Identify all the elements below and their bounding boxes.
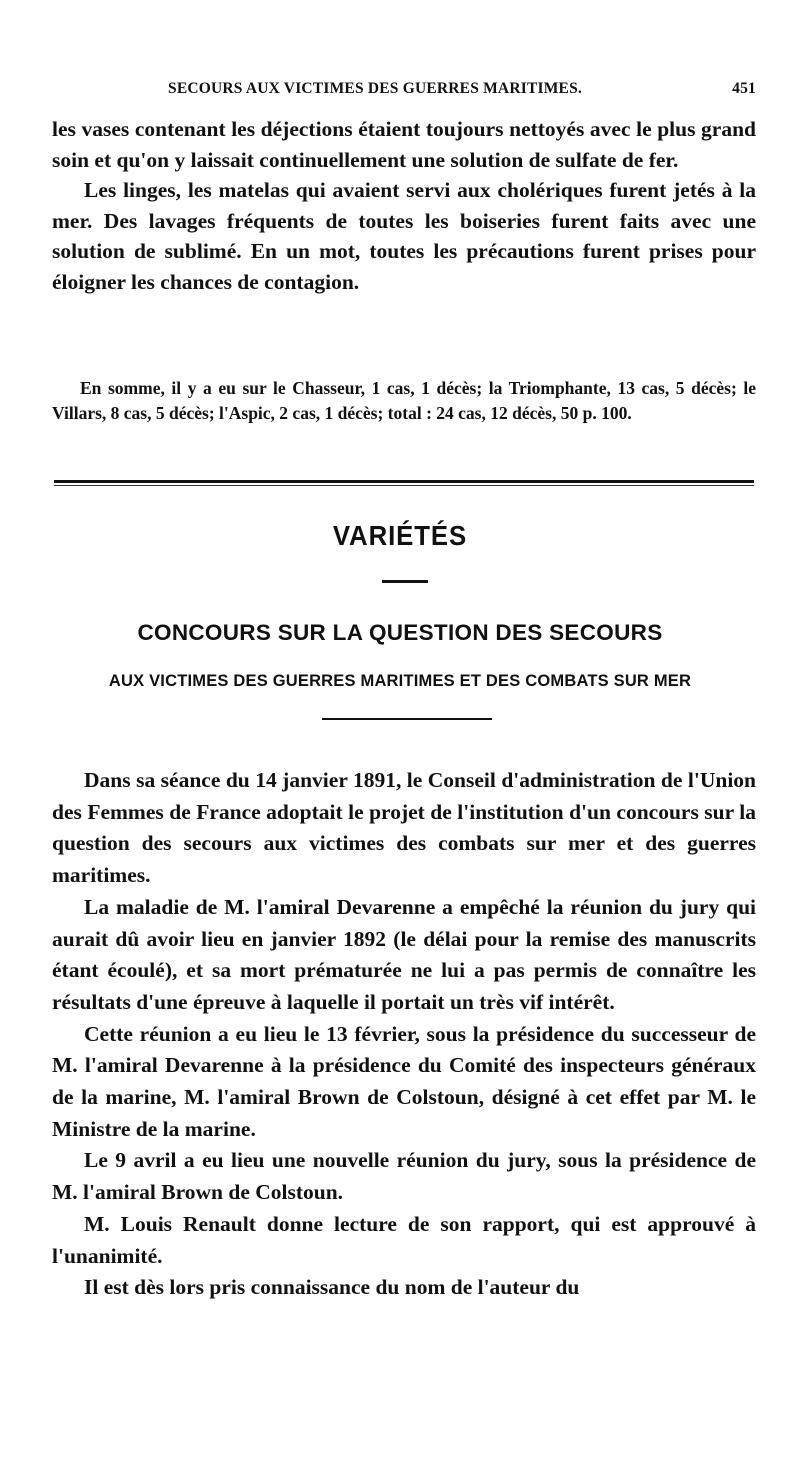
page-number: 451 <box>732 80 756 97</box>
summary-note <box>52 376 756 425</box>
paragraph: Les linges, les matelas qui avaient servi aux cholériques furent jetés à la mer. Des lavages fréquents de toutes les boiseries furent faits avec une solution de sublimé. En un mot, toutes les précautions furent prises pour éloigner les chances de contagion. <box>52 178 756 294</box>
paragraph: Dans sa séance du 14 janvier 1891, le Conseil d'administration de l'Union des Femmes de France adoptait le projet de l'institution d'un concours sur la question des secours aux victimes des combats sur mer et des guerres maritimes. <box>52 768 756 888</box>
paragraph: Le 9 avril a eu lieu une nouvelle réunion du jury, sous la présidence de M. l'amiral Brown de Colstoun. <box>52 1148 756 1205</box>
paragraph: Il est dès lors pris connaissance du nom de l'auteur du <box>84 1275 580 1300</box>
section-divider-thin <box>54 485 754 486</box>
paragraph: M. Louis Renault donne lecture de son rapport, qui est approuvé à l'unanimité. <box>52 1211 756 1268</box>
running-head <box>52 76 756 104</box>
article-title: CONCOURS SUR LA QUESTION DES SECOURS <box>137 620 663 645</box>
article-body <box>52 765 756 1304</box>
continued-text <box>52 114 756 297</box>
title-rule <box>382 580 428 583</box>
subtitle-rule <box>322 718 492 720</box>
paragraph: les vases contenant les déjections étaient toujours nettoyés avec le plus grand soin et qu'on y laissait continuellement une solution de sulfate de fer. <box>52 117 756 172</box>
article-subtitle: AUX VICTIMES DES GUERRES MARITIMES ET DES COMBATS SUR MER <box>108 672 692 690</box>
running-title: SECOURS AUX VICTIMES DES GUERRES MARITIMES. <box>168 80 582 97</box>
section-title: VARIÉTÉS <box>332 520 468 551</box>
paragraph: La maladie de M. l'amiral Devarenne a empêché la réunion du jury qui aurait dû avoir lieu en janvier 1892 (le délai pour la remise des manuscrits étant écoulé), et sa mort prématurée ne lui a pas permis de connaître les résultats d'une épreuve à laquelle il portait un très vif intérêt. <box>52 894 756 1014</box>
section-divider <box>54 480 754 483</box>
note-text: En somme, il y a eu sur le Chasseur, 1 cas, 1 décès; la Triomphante, 13 cas, 5 décès; le Villars, 8 cas, 5 décès; l'Aspic, 2 cas, 1 décès; total : 24 cas, 12 décès, 50 p. 100. <box>52 378 756 423</box>
paragraph: Cette réunion a eu lieu le 13 février, sous la présidence du successeur de M. l'amiral Devarenne à la présidence du Comité des inspecteurs généraux de la marine, M. l'amiral Brown de Colstoun, désigné à cet effet par M. le Ministre de la marine. <box>52 1021 756 1141</box>
